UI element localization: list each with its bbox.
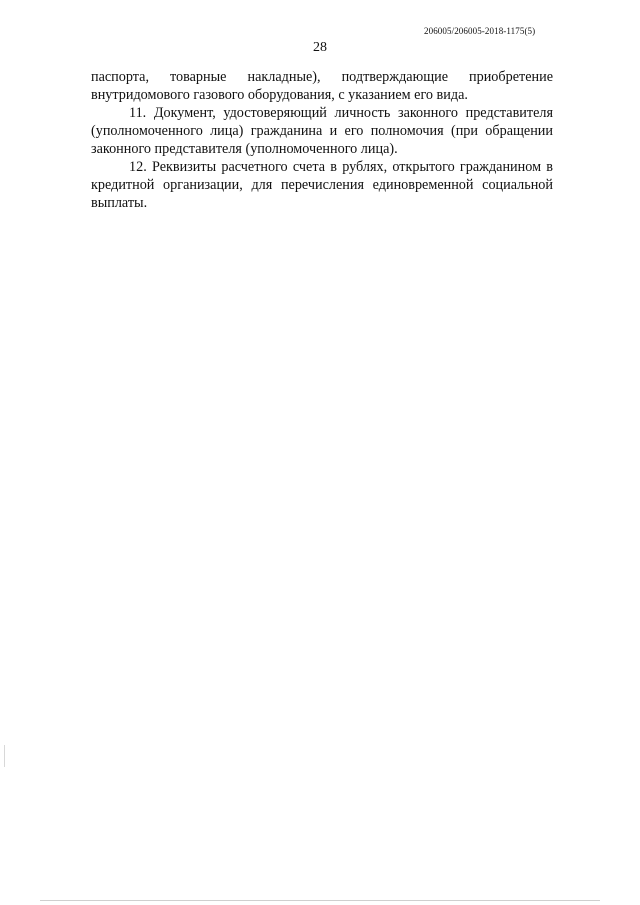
paragraph-continuation: паспорта, товарные накладные), подтверждающие приобретение внутридомового газового оборудования, с указанием его вида. xyxy=(91,69,553,103)
scan-edge-mark xyxy=(4,745,5,767)
paragraph-item-11: 11. Документ, удостоверяющий личность законного представителя (уполномоченного лица) гражданина и его полномочия (при обращении законного представителя (уполномоченного лица). xyxy=(91,105,553,157)
paragraph-item-12: 12. Реквизиты расчетного счета в рублях, открытого гражданином в кредитной организации, для перечисления единовременной социальной выплаты. xyxy=(91,159,553,211)
page-number: 28 xyxy=(313,40,327,55)
page-bottom-rule xyxy=(40,900,600,901)
document-body xyxy=(91,68,553,212)
document-code: 206005/206005-2018-1175(5) xyxy=(424,26,536,36)
